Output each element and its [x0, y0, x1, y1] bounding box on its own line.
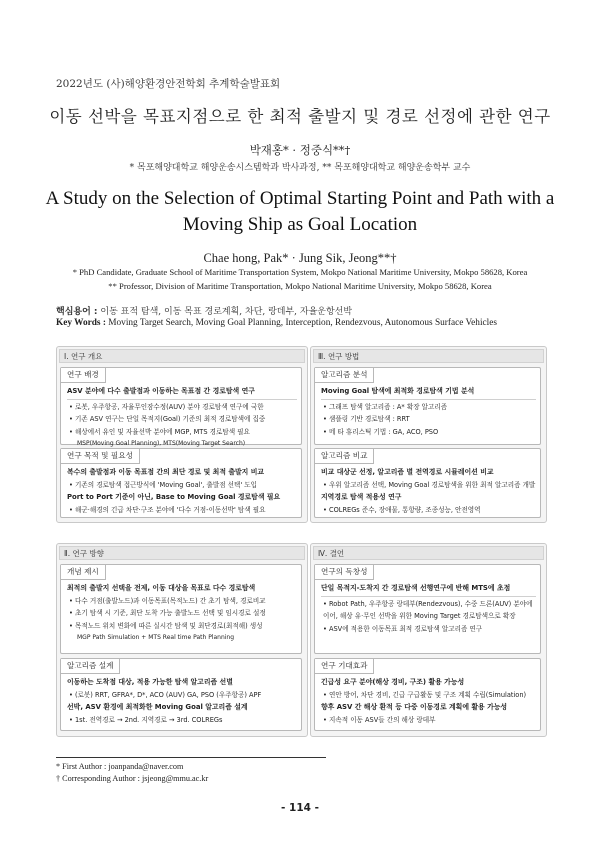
- panel-research-direction: [56, 543, 308, 737]
- box-line: • 기존 ASV 연구는 단일 목적지(Goal) 기준의 최적 경로탐색에 집중: [69, 415, 266, 424]
- affiliation-english-2: ** Professor, Division of Maritime Transportation, Mokpo National Maritime University, Mokpo 58628, Korea: [108, 281, 492, 291]
- panel-research-method: [310, 346, 547, 523]
- title-english: A Study on the Selection of Optimal Starting Point and Path with a Moving Ship as Goal Location: [45, 188, 555, 235]
- box-tab-title: 연구 기대효과: [315, 659, 374, 674]
- keywords-korean: [56, 304, 352, 317]
- box-line: 향후 ASV 간 해상 환적 등 다중 이동경로 계획에 활용 가능성: [321, 703, 508, 712]
- authors-english: Chae hong, Pak* · Jung Sik, Jeong**†: [203, 251, 397, 265]
- keywords-korean-text: 이동 표적 탐색, 이동 목표 경로계획, 차단, 랑데부, 자율운항선박: [100, 307, 353, 317]
- box-background: [60, 367, 302, 448]
- box-tab-title: 연구 배경: [61, 368, 106, 383]
- box-line: • 다수 거점(출발노드)과 이동목표(목적노드) 간 초기 탐색, 경로비교: [69, 596, 266, 605]
- box-line: • 해군·해경의 긴급 차단·구조 분야에 '다수 거점-이동선박' 탐색 필요: [69, 505, 266, 514]
- box-algorithm-comparison: [314, 448, 541, 518]
- footnote-corresponding-author: † Corresponding Author : jsjeong@mmu.ac.kr: [56, 774, 209, 783]
- box-line: • 메 타 휴리스틱 기법 : GA, ACO, PSO: [323, 427, 439, 436]
- box-line: ASV 분야에 다수 출발점과 이동하는 목표점 간 경로탐색 연구: [67, 387, 255, 395]
- panel-header: Ⅱ. 연구 방향: [59, 546, 305, 560]
- box-line: Moving Goal 탐색에 최적화 경로탐색 기법 분석: [321, 387, 475, 395]
- authors-korean: 박재홍* · 정중식**†: [249, 143, 351, 157]
- box-tab-title: 연구 목적 및 필요성: [61, 449, 140, 464]
- footnote-divider: [56, 757, 326, 758]
- page-number: - 114 -: [281, 802, 319, 814]
- box-algorithm-analysis: [314, 367, 541, 445]
- box-line: Port to Port 기준이 아닌, Base to Moving Goal 경로탐색 필요: [67, 493, 281, 502]
- conference-header: 2022년도 (사)해양환경안전학회 추계학술발표회: [56, 78, 281, 90]
- box-algorithm-design: [60, 658, 302, 731]
- box-line: • 연안 방어, 차단 경비, 긴급 구급활동 및 구조 계획 수립(Simulation): [323, 690, 527, 699]
- box-purpose: [60, 448, 302, 518]
- panel-header: Ⅲ. 연구 방법: [313, 349, 544, 363]
- box-line: • 지속적 이동 ASV들 간의 해상 랑데부: [323, 715, 436, 724]
- title-korean: 이동 선박을 목표지점으로 한 최적 출발지 및 경로 선정에 관한 연구: [49, 107, 551, 126]
- box-tab-title: 개념 제시: [61, 565, 106, 580]
- box-line: • Robot Path, 우주항공 랑데부(Rendezvous), 수중 드론(AUV) 분야에: [323, 599, 533, 608]
- box-line: MSP(Moving Goal Planning), MTS(Moving Target Search): [77, 440, 246, 448]
- box-line: 복수의 출발점과 이동 목표점 간의 최단 경로 및 최적 출발지 비교: [67, 468, 265, 476]
- box-line: • 로봇, 우주항공, 자율무인잠수정(AUV) 분야 경로탐색 연구에 국한: [69, 402, 264, 411]
- box-line: • 샘플링 기반 경로탐색 : RRT: [323, 415, 410, 424]
- box-line: • 우위 알고리즘 선택, Moving Goal 경로탐색을 위한 최적 알고리즘 개발: [323, 480, 536, 489]
- box-line: 긴급성 요구 분야(해상 경비, 구조) 활용 가능성: [321, 678, 465, 686]
- panel-conclusion: [310, 543, 547, 737]
- box-line: 이어, 해상 유·무인 선박을 위한 Moving Target 경로탐색으로 확장: [323, 612, 516, 621]
- box-tab-title: 연구의 독창성: [315, 565, 374, 580]
- box-line: • 그래프 탐색 알고리즘 : A* 확장 알고리즘: [323, 402, 448, 411]
- box-line: MGP Path Simulation + MTS Real time Path Planning: [77, 634, 235, 642]
- affiliation-english-1: * PhD Candidate, Graduate School of Maritime Transportation System, Mokpo National Maritime University, Mokpo 58628, Korea: [72, 267, 528, 277]
- box-tab-title: 알고리즘 분석: [315, 368, 374, 383]
- box-line: 지역경로 탐색 적용성 연구: [321, 493, 402, 502]
- box-line: • (로봇) RRT, GFRA*, D*, ACO (AUV) GA, PSO (우주항공) APF: [69, 690, 262, 699]
- box-originality: [314, 564, 541, 654]
- keywords-english-text: Moving Target Search, Moving Goal Planning, Interception, Rendezvous, Autonomous Surface Vehicles: [108, 318, 497, 328]
- box-line: • 1st. 전역경로 → 2nd. 지역경로 → 3rd. COLREGs: [69, 715, 223, 724]
- box-line: 비교 대상군 선정, 알고리즘 별 전역경로 시뮬레이션 비교: [321, 468, 494, 476]
- panel-header: Ⅰ. 연구 개요: [59, 349, 305, 363]
- box-line: • 해상에서 유인 및 자율선박 분야에 MGP, MTS 경로탐색 필요: [69, 427, 250, 436]
- panel-header: Ⅳ. 결언: [313, 546, 544, 560]
- keywords-english-label: Key Words :: [56, 318, 106, 328]
- box-line: 선박, ASV 환경에 최적화한 Moving Goal 알고리즘 설계: [67, 703, 248, 712]
- box-line: • 목적노드 위치 변화에 따른 실시간 탐색 및 최단경로(최적해) 생성: [69, 621, 263, 630]
- footnote-first-author: * First Author : joanpanda@naver.com: [56, 762, 184, 771]
- box-line: • COLREGs 준수, 장애물, 통항량, 조종성능, 안전영역: [323, 505, 481, 514]
- keywords-korean-label: 핵심용어 :: [56, 307, 98, 317]
- box-expected-effects: [314, 658, 541, 731]
- box-line: 최적의 출발지 선택을 전제, 이동 대상을 목표로 다수 경로탐색: [67, 584, 256, 592]
- box-line: • 초기 탐색 시 기준, 최단 도착 가능 출발노드 선택 및 임시경로 설정: [69, 609, 266, 618]
- panel-research-overview: [56, 346, 308, 523]
- box-line: • 기존의 경로탐색 접근방식에 'Moving Goal', 출발점 선택' 도입: [69, 480, 258, 489]
- keywords-english: [56, 318, 497, 328]
- box-line: 단일 목적지-도착지 간 경로탐색 선행연구에 반해 MTS에 초점: [321, 584, 511, 592]
- box-tab-title: 알고리즘 비교: [315, 449, 374, 464]
- box-concept: [60, 564, 302, 654]
- box-line: • ASV에 적용한 이동목표 최적 경로탐색 알고리즘 연구: [323, 624, 483, 633]
- box-line: 이동하는 도착점 대상, 적용 가능한 탐색 알고리즘 선별: [67, 678, 233, 686]
- affiliation-korean: * 목포해양대학교 해양운송시스템학과 박사과정, ** 목포해양대학교 해양운송학부 교수: [129, 163, 471, 173]
- box-tab-title: 알고리즘 설계: [61, 659, 120, 674]
